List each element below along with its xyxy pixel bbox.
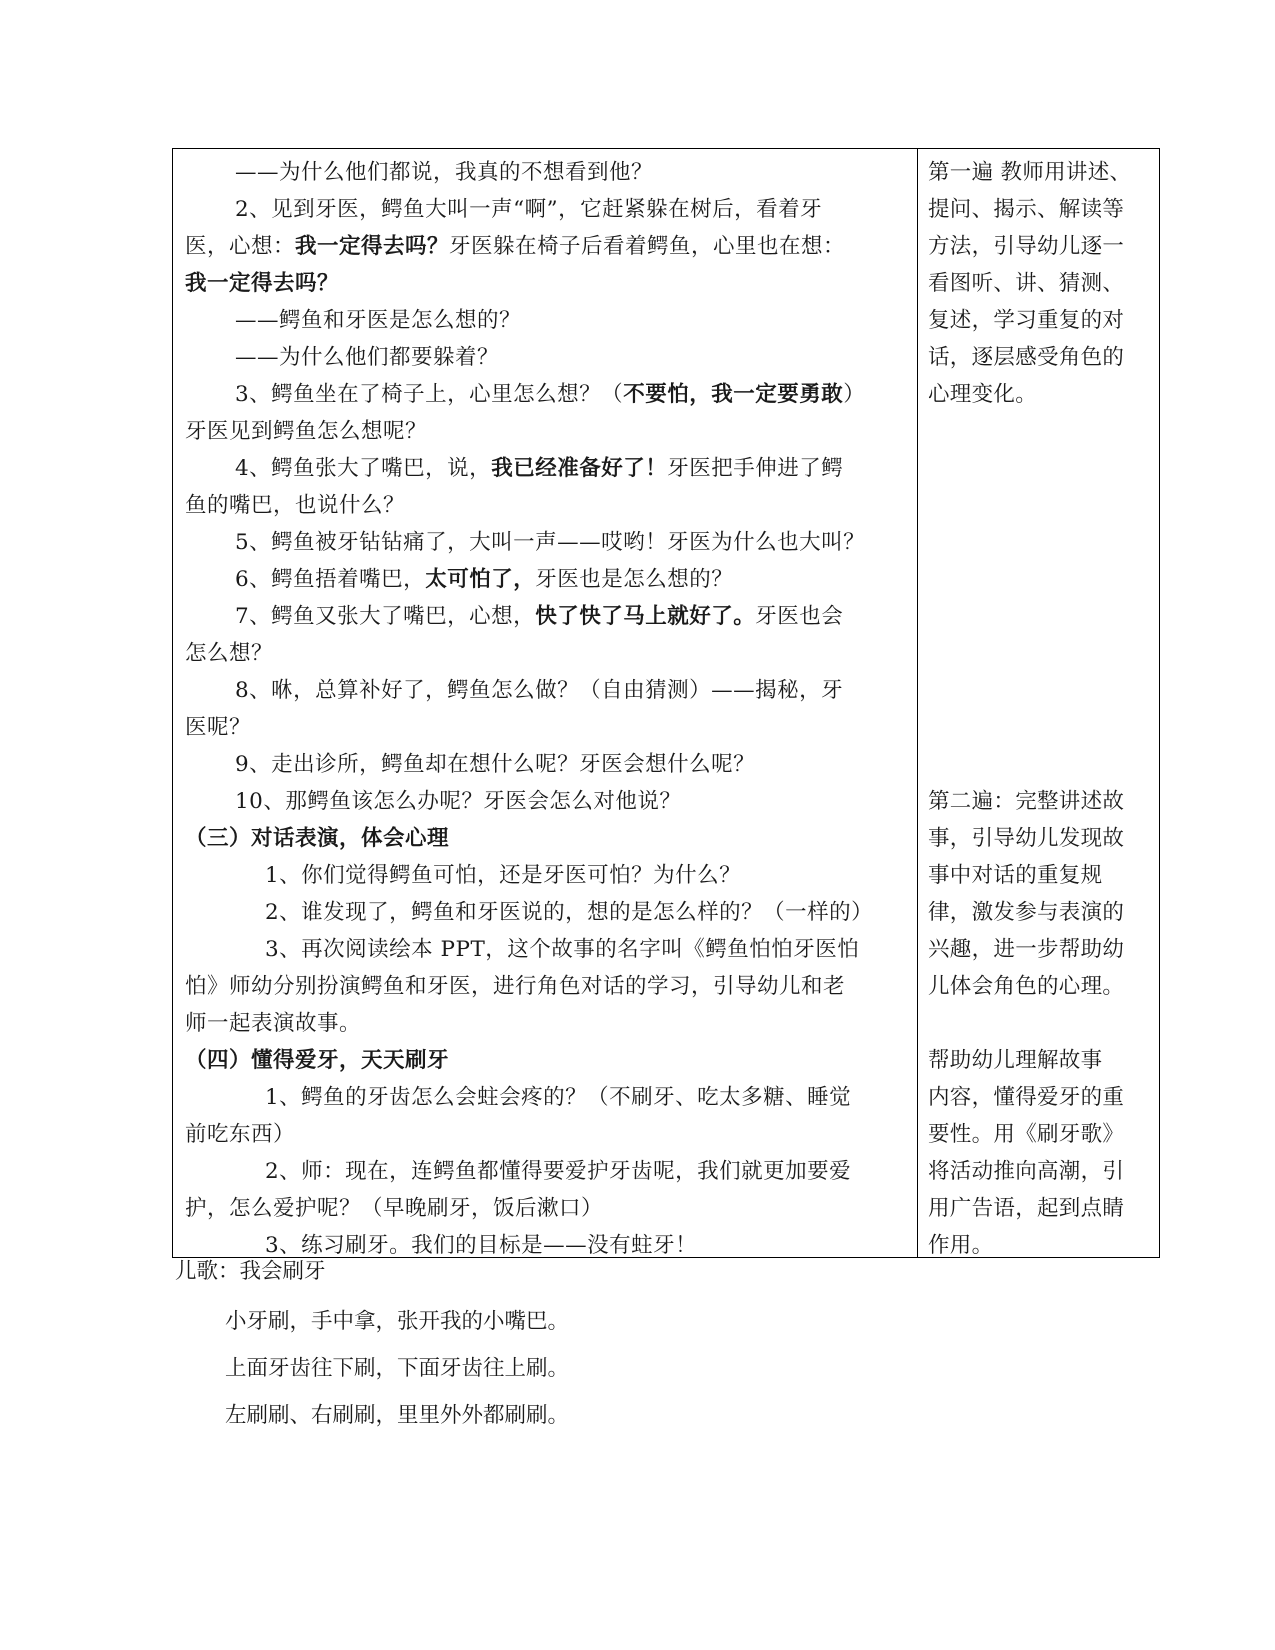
body-text: 5、鳄鱼被牙钻钻痛了，大叫一声——哎哟！牙医为什么也大叫？ <box>235 530 866 555</box>
activity-line <box>185 524 910 561</box>
activity-line <box>185 265 910 302</box>
body-text: ——为什么他们都说，我真的不想看到他？ <box>235 160 654 185</box>
emphasis-text: 不要怕，我一定要勇敢 <box>623 382 844 407</box>
body-text: 3、鳄鱼坐在了椅子上，心里怎么想？（ <box>235 382 624 407</box>
activity-line <box>185 191 910 228</box>
note-line: 话，逐层感受角色的 <box>928 345 1125 370</box>
activity-line <box>185 672 910 709</box>
activity-line <box>185 413 910 450</box>
body-text: ——鳄鱼和牙医是怎么想的？ <box>235 308 522 333</box>
emphasis-text: （四）懂得爱牙，天天刷牙 <box>185 1048 450 1073</box>
emphasis-text: 太可怕了， <box>425 567 536 592</box>
body-text: 怕》师幼分别扮演鳄鱼和牙医，进行角色对话的学习，引导幼儿和老 <box>185 974 846 999</box>
rhyme-title: 儿歌：我会刷牙 <box>175 1259 326 1284</box>
rhyme-verse: 左刷刷、右刷刷，里里外外都刷刷。 <box>225 1403 570 1428</box>
activity-line <box>185 1153 910 1190</box>
emphasis-text: （三）对话表演，体会心理 <box>185 826 450 851</box>
activity-line <box>185 228 910 265</box>
body-text: 牙医把手伸进了鳄 <box>667 456 844 481</box>
note-line: 第二遍：完整讲述故 <box>928 789 1125 814</box>
activity-line <box>185 1042 910 1079</box>
activity-line <box>185 561 910 598</box>
activity-line <box>185 339 910 376</box>
activity-line <box>185 894 910 931</box>
note-line: 事，引导幼儿发现故 <box>928 826 1125 851</box>
body-text: 1、你们觉得鳄鱼可怕，还是牙医可怕？为什么？ <box>265 863 742 888</box>
body-text: 3、再次阅读绘本 PPT，这个故事的名字叫《鳄鱼怕怕牙医怕 <box>265 937 860 962</box>
note-line: 帮助幼儿理解故事 <box>928 1048 1103 1073</box>
lesson-table <box>172 148 1160 1258</box>
note-line: 第一遍 教师用讲述、 <box>928 160 1132 185</box>
activity-line <box>185 783 910 820</box>
note-line: 提问、揭示、解读等 <box>928 197 1125 222</box>
rhyme-verse: 小牙刷，手中拿，张开我的小嘴巴。 <box>225 1309 570 1334</box>
emphasis-text: 快了快了马上就好了。 <box>535 604 756 629</box>
activity-line <box>185 857 910 894</box>
body-text: 牙医见到鳄鱼怎么想呢？ <box>185 419 428 444</box>
note-spacer <box>928 709 1156 746</box>
activity-line <box>185 931 910 968</box>
body-text: 2、师：现在，连鳄鱼都懂得要爱护牙齿呢，我们就更加要爱 <box>265 1159 852 1184</box>
column-divider <box>917 149 918 1257</box>
activity-line <box>185 709 910 746</box>
body-text: 牙医也会 <box>755 604 844 629</box>
note-line: 看图听、讲、猜测、 <box>928 271 1125 296</box>
note-spacer <box>928 746 1156 783</box>
activity-line <box>185 487 910 524</box>
note-line: 要性。用《刷牙歌》 <box>928 1122 1125 1147</box>
body-text: ） <box>843 382 866 407</box>
activity-line <box>185 598 910 635</box>
note-spacer <box>928 450 1156 487</box>
activity-line <box>185 1116 910 1153</box>
body-text: 牙医也是怎么想的？ <box>535 567 734 592</box>
body-text: 前吃东西） <box>185 1122 296 1147</box>
note-spacer <box>928 487 1156 524</box>
body-text: 医呢？ <box>185 715 252 740</box>
activity-line <box>185 635 910 672</box>
activity-line <box>185 820 910 857</box>
nursery-rhyme <box>175 1254 1075 1439</box>
activity-line <box>185 376 910 413</box>
note-line: 儿体会角色的心理。 <box>928 974 1125 999</box>
note-spacer <box>928 598 1156 635</box>
body-text: 3、练习刷牙。我们的目标是——没有蛀牙！ <box>265 1233 698 1258</box>
note-line: 复述，学习重复的对 <box>928 308 1125 333</box>
note-spacer <box>928 524 1156 561</box>
note-spacer <box>928 413 1156 450</box>
body-text: 护，怎么爱护呢？（早晚刷牙，饭后漱口） <box>185 1196 604 1221</box>
note-line: 用广告语，起到点睛 <box>928 1196 1125 1221</box>
activity-line <box>185 302 910 339</box>
body-text: 2、谁发现了，鳄鱼和牙医说的，想的是怎么样的？（一样的） <box>265 900 874 925</box>
note-spacer <box>928 635 1156 672</box>
note-line: 事中对话的重复规 <box>928 863 1103 888</box>
body-text: 怎么想？ <box>185 641 274 666</box>
activity-column <box>185 154 910 1264</box>
body-text: 医，心想： <box>185 234 296 259</box>
notes-column <box>928 154 1156 1264</box>
emphasis-text: 我一定得去吗？ <box>295 234 450 259</box>
note-spacer <box>928 561 1156 598</box>
note-line: 方法，引导幼儿逐一 <box>928 234 1125 259</box>
body-text: 6、鳄鱼捂着嘴巴， <box>235 567 426 592</box>
activity-line <box>185 1190 910 1227</box>
body-text: 牙医躲在椅子后看着鳄鱼，心里也在想： <box>449 234 846 259</box>
body-text: 7、鳄鱼又张大了嘴巴，心想， <box>235 604 536 629</box>
body-text: 鱼的嘴巴，也说什么？ <box>185 493 406 518</box>
note-line: 兴趣，进一步帮助幼 <box>928 937 1125 962</box>
note-line: 律，激发参与表演的 <box>928 900 1125 925</box>
body-text: 8、咻，总算补好了，鳄鱼怎么做？（自由猜测）——揭秘，牙 <box>235 678 844 703</box>
body-text: 1、鳄鱼的牙齿怎么会蛀会疼的？（不刷牙、吃太多糖、睡觉 <box>265 1085 852 1110</box>
emphasis-text: 我已经准备好了！ <box>491 456 668 481</box>
rhyme-verse: 上面牙齿往下刷，下面牙齿往上刷。 <box>225 1356 570 1381</box>
note-line: 作用。 <box>928 1233 994 1258</box>
note-spacer <box>928 672 1156 709</box>
note-line: 心理变化。 <box>928 382 1038 407</box>
activity-line <box>185 1005 910 1042</box>
body-text: 2、见到牙医，鳄鱼大叫一声“啊”，它赶紧躲在树后，看着牙 <box>235 197 823 222</box>
note-spacer <box>928 1005 1156 1042</box>
body-text: 4、鳄鱼张大了嘴巴，说， <box>235 456 492 481</box>
body-text: 师一起表演故事。 <box>185 1011 362 1036</box>
activity-line <box>185 1079 910 1116</box>
note-line: 内容，懂得爱牙的重 <box>928 1085 1125 1110</box>
emphasis-text: 我一定得去吗？ <box>185 271 340 296</box>
body-text: ——为什么他们都要躲着？ <box>235 345 500 370</box>
activity-line <box>185 968 910 1005</box>
body-text: 9、走出诊所，鳄鱼却在想什么呢？牙医会想什么呢？ <box>235 752 756 777</box>
activity-line <box>185 746 910 783</box>
body-text: 10、那鳄鱼该怎么办呢？牙医会怎么对他说？ <box>235 789 682 814</box>
note-line: 将活动推向高潮，引 <box>928 1159 1125 1184</box>
activity-line <box>185 450 910 487</box>
activity-line <box>185 154 910 191</box>
